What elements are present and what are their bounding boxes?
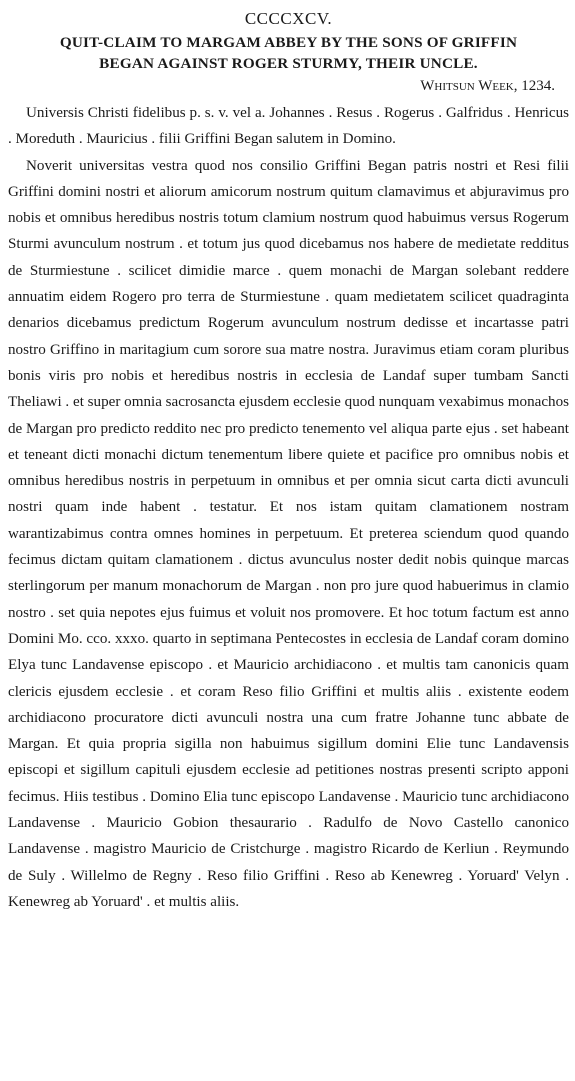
charter-number: CCCCXCV. xyxy=(244,9,333,28)
charter-salutation-paragraph: Universis Christi fidelibus p. s. v. vel a. Johannes . Resus . Rogerus . Galfridus . Henricus . Moreduth . Mauricius . filii Griffini Began salutem in Domino. xyxy=(8,105,569,148)
charter-body xyxy=(8,100,569,915)
charter-title-line-1: QUIT-CLAIM TO MARGAM ABBEY BY THE SONS OF GRIFFIN xyxy=(59,34,518,51)
charter-main-paragraph: Noverit universitas vestra quod nos consilio Griffini Began patris nostri et Resi filii Griffini domini nostri et aliorum amicorum nostrum quitum clamavimus et abjuravimus pro nobis et omnibus heredibus nostris totum clamium nostrum quod habuimus versus Rogerum Sturmi avunculum nostrum . et totum jus quod dicebamus nos habere de medietate redditus de Sturmiestune . scilicet dimidie marce . quem monachi de Margan solebant reddere annuatim eidem Rogero pro terra de Sturmiestune . quam medietatem scilicet quadraginta denarios dicebamus predictum Rogerum avunculum nostrum dedisse et incartasse patri nostro Griffino in maritagium cum sorore sua matre nostra. Juravimus etiam coram pluribus bonis viris pro nobis et heredibus nostris in ecclesia de Landaf super tumbam Sancti Theliawi . et super omnia sacrosancta ejusdem ecclesie quod nunquam vexabimus monachos de Margan pro predicto reddito nec pro predicto tenemento vel aliqua parte ejus . set habeant et teneant dicti monachi dictum tenementum libere quiete et pacifice pro omnibus nobis et omnibus heredibus nostris in perpetuum in omnibus et per omnia sicut carta dicti avunculi nostri quam inde habent . testatur. Et nos istam quitam clamationem nostram warantizabimus contra omnes homines in perpetuum. Et preterea sciendum quod quando fecimus dictam quitam clamationem . dictus avunculus noster dedit nobis quinque marcas sterlingorum per manum monachorum de Margan . non pro jure quod habuerimus in clamio nostro . set quia nepotes ejus fuimus et voluit nos promovere. Et hoc totum factum est anno Domini Mo. cco. xxxo. quarto in septimana Pentecostes in ecclesia de Landaf coram domino Elya tunc Landavense episcopo . et Mauricio archidiacono . et multis tam canonicis quam clericis ejusdem ecclesie . et coram Reso filio Griffini et multis aliis . existente eodem archidiacono procuratore dicti avunculi nostra una cum fratre Johanne tunc abbate de Margan. Et quia propria sigilla non habuimus sigillum domini Elie tunc Landavensis episcopi et sigillum capituli ejusdem ecclesie ad petitiones nostras presenti scripto apponi fecimus. Hiis testibus . Domino Elia tunc episcopo Landavense . Mauricio tunc archidiacono Landavense . Mauricio Gobion thesaurario . Radulfo de Novo Castello canonico Landavense . magistro Mauricio de Cristchurge . magistro Ricardo de Kerliun . Reymundo de Suly . Willelmo de Regny . Reso filio Griffini . Reso ab Kenewreg . Yoruard' Velyn . Kenewreg ab Yoruard' . et multis aliis. xyxy=(8,157,569,910)
charter-title-line-2: BEGAN AGAINST ROGER STURMY, THEIR UNCLE. xyxy=(99,55,478,72)
charter-title xyxy=(8,32,569,74)
charter-date: Whitsun Week, 1234. xyxy=(420,78,555,94)
